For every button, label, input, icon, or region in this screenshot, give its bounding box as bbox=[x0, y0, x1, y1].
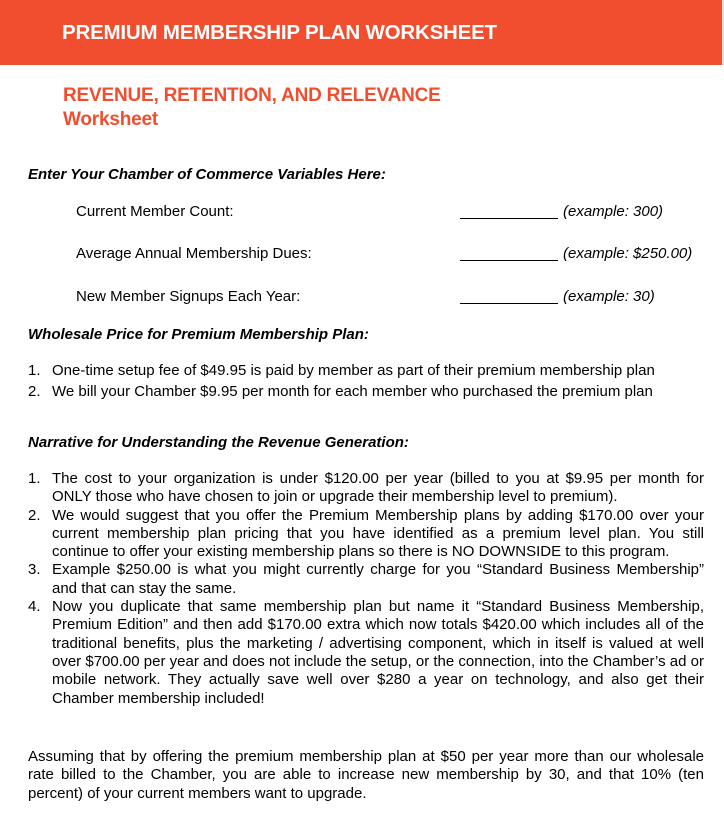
list-item bbox=[28, 470, 704, 507]
list-text: Now you duplicate that same membership plan but name it “Standard Business Membership, Premium Edition” and then add $170.00 extra which now totals $420.00 which includes all of the traditional benefits, plus the marketing / advertising component, which in itself is valued at well over $700.00 per year and does not include the setup, or the connection, into the Chamber’s ad or mobile network. They actually save well over $280 a year on technology, and also get their Chamber membership included! bbox=[52, 598, 704, 707]
list-item bbox=[28, 383, 704, 401]
variables-heading: Enter Your Chamber of Commerce Variables Here: bbox=[28, 166, 386, 183]
narrative-list bbox=[28, 470, 704, 708]
wholesale-heading: Wholesale Price for Premium Membership Plan: bbox=[28, 326, 369, 343]
fill-in-blank[interactable] bbox=[460, 260, 558, 261]
variable-row-annual-dues bbox=[0, 245, 724, 265]
subtitle-line-1: REVENUE, RETENTION, AND RELEVANCE bbox=[63, 85, 441, 106]
closing-paragraph: Assuming that by offering the premium membership plan at $50 per year more than our wholesale rate billed to the Chamber, you are able to increase new membership by 30, and that 10% (ten percent) of your current members want to upgrade. bbox=[28, 748, 704, 802]
list-text: We bill your Chamber $9.95 per month for each member who purchased the premium plan bbox=[52, 383, 653, 401]
list-item bbox=[28, 561, 704, 598]
title-banner bbox=[0, 0, 724, 65]
subtitle-line-2: Worksheet bbox=[63, 109, 158, 130]
variable-example: (example: 300) bbox=[563, 203, 664, 220]
subtitle-block bbox=[63, 84, 441, 132]
variable-example: (example: 30) bbox=[563, 288, 655, 305]
list-item bbox=[28, 598, 704, 708]
list-number: 3. bbox=[28, 561, 41, 579]
list-item bbox=[28, 362, 704, 380]
list-text: One-time setup fee of $49.95 is paid by member as part of their premium membership plan bbox=[52, 362, 655, 379]
list-number: 4. bbox=[28, 598, 41, 616]
variable-label: Current Member Count: bbox=[76, 203, 234, 220]
narrative-heading: Narrative for Understanding the Revenue Generation: bbox=[28, 434, 409, 451]
list-text: The cost to your organization is under $120.00 per year (billed to you at $9.95 per month for ONLY those who have chosen to join or upgrade their membership level to premium). bbox=[52, 470, 704, 506]
list-item bbox=[28, 507, 704, 562]
list-number: 2. bbox=[28, 383, 41, 401]
variable-row-member-count bbox=[0, 203, 724, 223]
list-text: We would suggest that you offer the Premium Membership plans by adding $170.00 over your current membership plan pricing that you have identified as a premium level plan. You still continue to offer your existing membership plans so there is NO DOWNSIDE to this program. bbox=[52, 506, 704, 561]
fill-in-blank[interactable] bbox=[460, 303, 558, 304]
variable-example: (example: $250.00) bbox=[563, 245, 693, 262]
variable-row-new-signups bbox=[0, 288, 724, 308]
list-number: 2. bbox=[28, 506, 41, 524]
variable-label: Average Annual Membership Dues: bbox=[76, 245, 312, 262]
wholesale-list bbox=[28, 362, 704, 402]
fill-in-blank[interactable] bbox=[460, 218, 558, 219]
list-number: 1. bbox=[28, 362, 41, 379]
list-text: Example $250.00 is what you might currently charge for you “Standard Business Membership” and that can stay the same. bbox=[52, 561, 704, 597]
page-title: PREMIUM MEMBERSHIP PLAN WORKSHEET bbox=[62, 21, 497, 44]
list-number: 1. bbox=[28, 470, 41, 487]
variable-label: New Member Signups Each Year: bbox=[76, 288, 301, 305]
